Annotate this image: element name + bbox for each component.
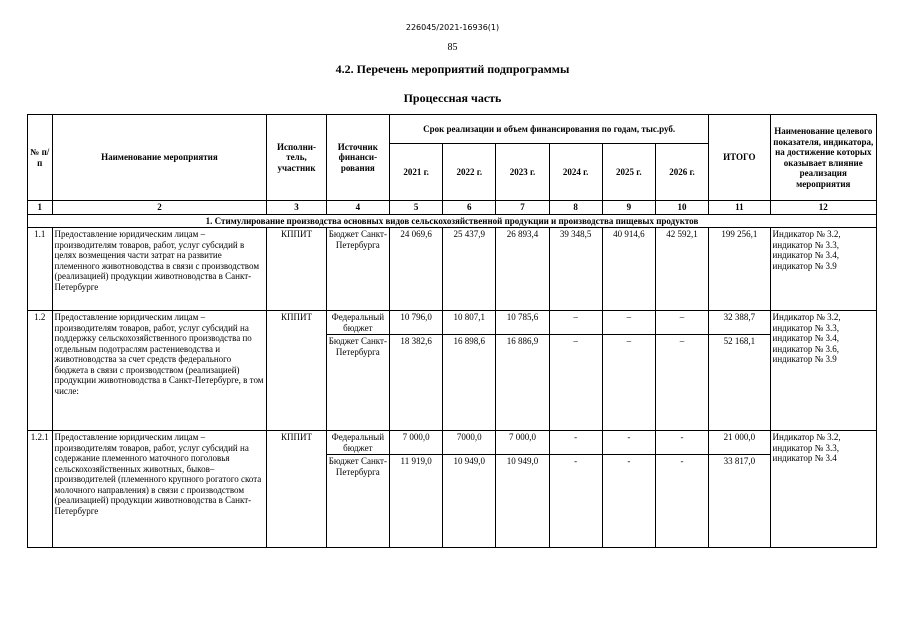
row-value-2025: -	[602, 455, 655, 548]
row-num: 1.1	[28, 228, 53, 311]
row-total: 33 817,0	[709, 455, 770, 548]
row-value-2023: 7 000,0	[496, 431, 549, 455]
header-num: № п/п	[28, 115, 53, 201]
section-subtitle: Процессная часть	[403, 91, 502, 105]
row-measure-name: Предоставление юридическим лицам – производителям товаров, работ, услуг субсидий на содержание племенного маточного поголовья сельскохозяйственных животных, быков–производителей (племенного крупного рогатого скота молочного направления) в связи с производством (реализацией) продукции животноводства в Санкт-Петербурге	[52, 431, 267, 548]
col-num: 3	[267, 201, 326, 215]
col-num: 7	[496, 201, 549, 215]
row-value-2026: –	[655, 311, 708, 335]
header-year-2021: 2021 г.	[390, 144, 443, 201]
column-number-row	[28, 201, 877, 215]
row-value-2026: -	[655, 431, 708, 455]
row-num: 1.2.1	[28, 431, 53, 548]
header-year-2026: 2026 г.	[655, 144, 708, 201]
row-executor: КППИТ	[267, 431, 326, 548]
row-value-2022: 10 949,0	[443, 455, 496, 548]
row-value-2024: 39 348,5	[549, 228, 602, 311]
row-value-2025: –	[602, 335, 655, 431]
row-value-2021: 18 382,6	[390, 335, 443, 431]
row-value-2024: -	[549, 431, 602, 455]
row-value-2023: 10 785,6	[496, 311, 549, 335]
row-value-2022: 16 898,6	[443, 335, 496, 431]
measures-table	[27, 114, 877, 548]
row-value-2023: 16 886,9	[496, 335, 549, 431]
table-row	[28, 431, 877, 455]
row-total: 52 168,1	[709, 335, 770, 431]
col-num: 5	[390, 201, 443, 215]
section-title: 4.2. Перечень мероприятий подпрограммы	[335, 62, 570, 76]
row-source: Бюджет Санкт-Петербурга	[326, 335, 389, 431]
row-value-2022: 7000,0	[443, 431, 496, 455]
header-indicator: Наименование целевого показателя, индикатора, на достижение которых оказывает влияние реализация мероприятия	[770, 115, 876, 201]
row-measure-name: Предоставление юридическим лицам – производителям товаров, работ, услуг субсидий в целях возмещения части затрат на развитие племенного животноводства в связи с производством (реализацией) продукции животноводства в Санкт-Петербурге	[52, 228, 267, 311]
col-num: 10	[655, 201, 708, 215]
row-value-2026: 42 592,1	[655, 228, 708, 311]
row-value-2024: –	[549, 335, 602, 431]
row-value-2026: –	[655, 335, 708, 431]
row-executor: КППИТ	[267, 311, 326, 431]
row-value-2024: -	[549, 455, 602, 548]
header-period: Срок реализации и объем финансирования по годам, тыс.руб.	[390, 115, 709, 144]
col-num: 6	[443, 201, 496, 215]
header-executor: Исполни-тель, участник	[267, 115, 326, 201]
row-value-2024: –	[549, 311, 602, 335]
header-year-2023: 2023 г.	[496, 144, 549, 201]
document-id: 226045/2021-16936(1)	[405, 23, 500, 32]
row-value-2025: –	[602, 311, 655, 335]
col-num: 8	[549, 201, 602, 215]
row-source: Федеральный бюджет	[326, 431, 389, 455]
col-num: 4	[326, 201, 389, 215]
section-heading: 1. Стимулирование производства основных видов сельскохозяйственной продукции и производства пищевых продуктов	[28, 214, 877, 228]
row-executor: КППИТ	[267, 228, 326, 311]
row-source: Федеральный бюджет	[326, 311, 389, 335]
col-num: 11	[709, 201, 770, 215]
header-row	[28, 115, 877, 144]
row-source: Бюджет Санкт-Петербурга	[326, 455, 389, 548]
col-num: 9	[602, 201, 655, 215]
header-total: ИТОГО	[709, 115, 770, 201]
row-num: 1.2	[28, 311, 53, 431]
header-year-2024: 2024 г.	[549, 144, 602, 201]
section-row	[28, 214, 877, 228]
col-num: 1	[28, 201, 53, 215]
row-total: 199 256,1	[709, 228, 770, 311]
row-value-2025: 40 914,6	[602, 228, 655, 311]
header-year-2022: 2022 г.	[443, 144, 496, 201]
row-total: 21 000,0	[709, 431, 770, 455]
row-measure-name: Предоставление юридическим лицам – производителям товаров, работ, услуг субсидий на поддержку сельскохозяйственного производства по отдельным подотраслям растениеводства и животноводства за счет средств федерального бюджета в связи с производством (реализацией) продукции животноводства в Санкт-Петербурге, в том числе:	[52, 311, 267, 431]
row-value-2021: 24 069,6	[390, 228, 443, 311]
header-year-2025: 2025 г.	[602, 144, 655, 201]
row-value-2022: 25 437,9	[443, 228, 496, 311]
row-value-2021: 10 796,0	[390, 311, 443, 335]
header-source: Источник финанси-рования	[326, 115, 389, 201]
row-value-2021: 11 919,0	[390, 455, 443, 548]
row-value-2026: -	[655, 455, 708, 548]
row-source: Бюджет Санкт-Петербурга	[326, 228, 389, 311]
table-row	[28, 311, 877, 335]
col-num: 2	[52, 201, 267, 215]
col-num: 12	[770, 201, 876, 215]
row-indicator: Индикатор № 3.2, индикатор № 3.3, индикатор № 3.4, индикатор № 3.9	[770, 228, 876, 311]
row-indicator: Индикатор № 3.2, индикатор № 3.3, индикатор № 3.4, индикатор № 3.6, индикатор № 3.9	[770, 311, 876, 431]
row-indicator: Индикатор № 3.2, индикатор № 3.3, индикатор № 3.4	[770, 431, 876, 548]
row-value-2025: -	[602, 431, 655, 455]
row-value-2023: 26 893,4	[496, 228, 549, 311]
row-value-2021: 7 000,0	[390, 431, 443, 455]
table-row	[28, 228, 877, 311]
row-total: 32 388,7	[709, 311, 770, 335]
page-number: 85	[447, 42, 458, 53]
header-name: Наименование мероприятия	[52, 115, 267, 201]
row-value-2022: 10 807,1	[443, 311, 496, 335]
row-value-2023: 10 949,0	[496, 455, 549, 548]
